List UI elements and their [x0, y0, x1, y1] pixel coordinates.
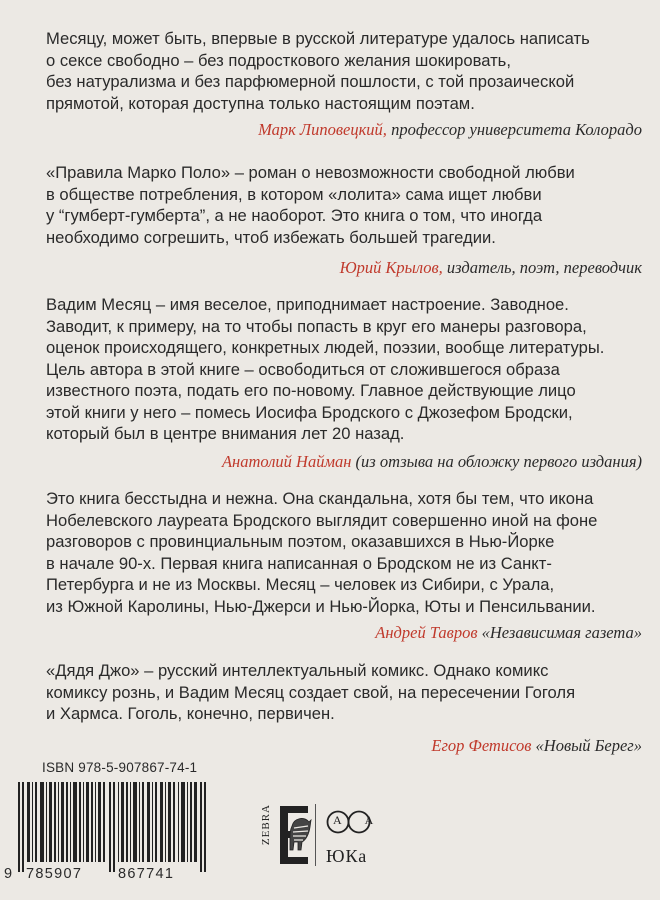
quote-line: в обществе потребления, в котором «лолита» сама ищет любви [46, 184, 542, 204]
review-quote-1 [46, 28, 646, 114]
yuka-wordmark: ЮКа [326, 846, 368, 866]
reviewer-role: (из отзыва на обложку первого издания) [351, 452, 642, 471]
quote-line: Вадим Месяц – имя веселое, приподнимает настроение. Заводное. [46, 295, 569, 314]
barcode-digits-right: 867741 [118, 866, 175, 882]
quote-line: о сексе свободно – без подросткового желания шокировать, [46, 50, 511, 70]
review-attribution-3 [222, 452, 642, 472]
barcode-digits-left: 785907 [26, 866, 83, 882]
review-attribution-4 [375, 623, 642, 643]
zebra-logo-icon [278, 804, 312, 866]
quote-line: у “гумберт-гумберта”, а не наоборот. Это книга о том, что иногда [46, 206, 543, 225]
quote-line: этой книги у него – помесь Иосифа Бродского с Джозефом Бродски, [46, 402, 573, 422]
review-attribution-5 [431, 736, 642, 756]
reviewer-name: Марк Липовецкий, [258, 120, 387, 139]
quote-line: из Южной Каролины, Нью-Джерси и Нью-Йорка, Юты и Пенсильвании. [46, 596, 596, 616]
quote-line: Заводит, к примеру, на то чтобы попасть в круг его манеры разговора, [46, 316, 587, 336]
quote-line: необходимо согрешить, чтоб избежать большей трагедии. [46, 227, 496, 247]
quote-line: в начале 90-х. Первая книга написанная о Бродском не из Санкт- [46, 553, 552, 573]
quote-line: Петербурга и не из Москвы. Месяц – человек из Сибири, с Урала, [46, 575, 555, 594]
reviewer-role: издатель, поэт, переводчик [442, 258, 642, 277]
review-quote-2 [46, 162, 646, 248]
barcode-block [0, 760, 232, 900]
barcode-lead-digit: 9 [4, 866, 14, 882]
logo-divider [315, 804, 316, 866]
reviewer-role: профессор университета Колорадо [386, 120, 642, 139]
reviewer-name: Андрей Тавров [375, 623, 478, 642]
review-attribution-2 [340, 258, 642, 278]
isbn-text: ISBN 978-5-907867-74-1 [42, 760, 198, 775]
review-quote-4 [46, 488, 646, 617]
review-quote-5 [46, 660, 646, 725]
quote-line: и Хармса. Гоголь, конечно, первичен. [46, 704, 335, 723]
quote-line: Это книга бесстыдна и нежна. Она скандальна, хотя бы тем, что икона [46, 489, 594, 508]
reviewer-name: Анатолий Найман [221, 452, 352, 471]
zebra-wordmark: ZEBRA [260, 804, 272, 846]
barcode-icon [0, 782, 232, 872]
quote-line: комиксу рознь, и Вадим Месяц создает свой, на пересечении Гоголя [46, 682, 576, 702]
reviewer-role: «Новый Берег» [531, 736, 642, 755]
quote-line: прямотой, которая доступна только настоящим поэтам. [46, 93, 475, 113]
reviewer-name: Егор Фетисов [431, 736, 532, 755]
quote-line: который был в центре внимания лет 20 назад. [46, 424, 405, 443]
quote-line: разговоров с провинциальным поэтом, оказавшихся в Нью-Йорке [46, 532, 555, 551]
review-attribution-1 [258, 120, 642, 140]
quote-line: без натурализма и без парфюмерной пошлости, с той прозаической [46, 72, 575, 91]
reviewer-role: «Независимая газета» [477, 623, 642, 642]
quote-line: «Дядя Джо» – русский интеллектуальный комикс. Однако комикс [46, 661, 549, 680]
reviewer-name: Юрий Крылов, [339, 258, 443, 277]
quote-line: Нобелевского лауреата Бродского выглядит совершенно иной на фоне [46, 510, 598, 530]
review-quote-3 [46, 294, 646, 445]
quote-line: «Правила Марко Поло» – роман о невозможности свободной любви [46, 163, 575, 182]
ouroboros-letters: А А [333, 813, 384, 827]
quote-line: Цель автора в этой книге – освободиться от сложившегося образа [46, 359, 560, 379]
quote-line: оценок происходящего, конкретных людей, поэзии, вообще литературы. [46, 338, 605, 357]
quote-line: известного поэта, подать его по-новому. Главное действующие лицо [46, 381, 576, 400]
quote-line: Месяцу, может быть, впервые в русской литературе удалось написать [46, 29, 590, 48]
